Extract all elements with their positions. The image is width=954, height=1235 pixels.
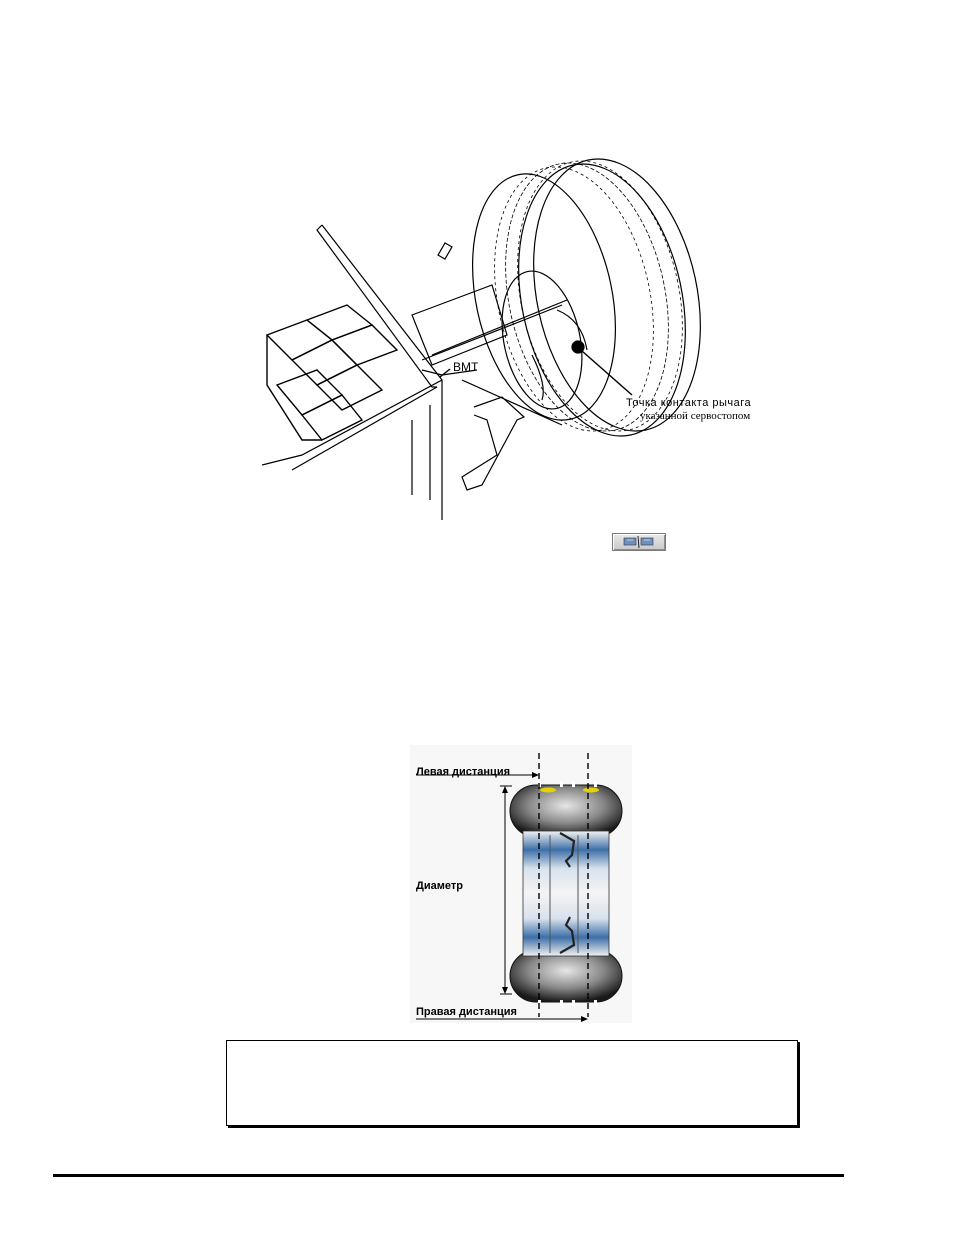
diameter-label: Диаметр bbox=[416, 880, 463, 892]
contact-point-label-line1: Точка контакта рычага bbox=[626, 397, 752, 409]
contact-point-label-line2: указанной сервостопом bbox=[640, 410, 751, 422]
balancer-illustration bbox=[262, 155, 778, 520]
note-box bbox=[226, 1040, 798, 1126]
right-distance-label: Правая дистанция bbox=[416, 1006, 517, 1018]
distance-diameter-key-button[interactable] bbox=[612, 533, 666, 551]
left-distance-label: Левая дистанция bbox=[416, 766, 510, 778]
footer-divider bbox=[53, 1174, 844, 1177]
distance-diameter-key-icon bbox=[613, 534, 665, 550]
bmt-label: ВМТ bbox=[453, 360, 479, 374]
